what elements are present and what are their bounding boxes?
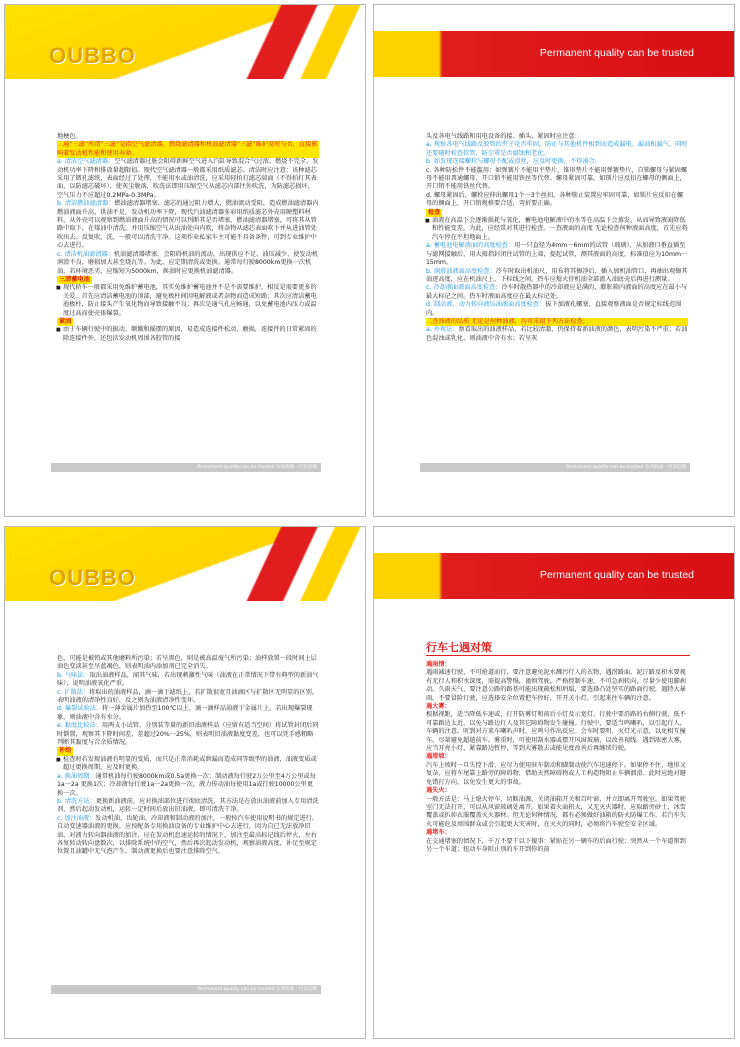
item-text: 冷车时取出机油尺，用布将其擦净后，插入加机油管口，再抽出观擦其油迹高度，应在机油尺上、下标线之间。热车应熄火待机油全部流入油底壳后再进行测量。 <box>426 267 688 283</box>
item-text: b. 如发现连接螺栓与螺母不配或滑丝，应及时更换，不得凑合。 <box>426 158 601 166</box>
page-footer: Permanent quality can be trusted 东风机油 · 可以信赖 <box>420 463 690 472</box>
page-header <box>5 5 365 79</box>
subsection-title: 遇雨情： <box>426 661 451 668</box>
page-body <box>426 661 688 854</box>
lead-text: 头及各电气线路和用电设备的接、插头，紧固时应注意： <box>426 133 581 140</box>
section-title: 二查油液的品质 无论是何种油液，均可采用下列方法检查。 <box>426 318 688 326</box>
page-footer: Permanent quality can be trusted 东风机油 · 可以信赖 <box>51 985 321 994</box>
paragraph: ■ 现代轿车一般都采用免维护蓄电池，其实免维护蓄电池并不是不需要维护，相反是需要更多的关爱。首先应清洁蓄电池的顶部，避免极柱间因电解液或者杂物而造成短路；其次应清洁蓄电池极柱，防止接头产生氧化物而导致接触不良；再次是通气孔应畅通，以免蓄电池内压力或温度过高而使壳体爆裂。 <box>57 284 319 318</box>
brand-logo: OUBBO <box>49 43 136 68</box>
page-footer: Permanent quality can be trusted 东风机油 · 可以信赖 <box>51 463 321 472</box>
item-text: 机油滤清器堵塞，会阻碍机油的流动，出现供应不足、油压减少，使发动机润滑不良，磨损加大甚至烧瓦等。为此，应定期清洗或更换。通常每行驶8000km更换一次机油，若环境恶劣，应缩短为5000km，换油时应更换机油滤清器。 <box>57 250 319 275</box>
item-label: c. 清洁机油滤清器： <box>57 250 114 258</box>
lead-text: 色，可能是被铅或其他磨料所污染；若呈黑色，则是被高温废气所污染；油样放置一段时间上层油色变淡甚至呈蓝褐色，则表明油内添加剂已完全消失。 <box>57 655 317 671</box>
item-label: d. 爆裂试验法： <box>57 705 102 713</box>
subsection-title: 遇堵车： <box>426 829 451 837</box>
item-text: 更换新油液前，应对换油部位进行彻底清洗，其方法是在放出油液前加入专用清洗剂，然后起动发动机，运转一定时间后放出旧油液，即可清洗干净。 <box>57 797 319 814</box>
item-label: d. 制动液、动力转向液压油液面高度检查： <box>426 301 546 309</box>
lead-text: 地梗色。 <box>57 133 82 140</box>
page-body <box>57 655 319 857</box>
subsection-title: 遇失火： <box>426 787 451 795</box>
item-text: c. 各种防松件不能滥用：如弹簧片不能用平垫片，锥形垫片不能用弹簧垫片，自锁螺母与紧固螺母不能用普通螺母，开口销不能用铁丝等代替。螺母紧固可靠，如锁片应反扣在螺母的侧面上，开口销不能用铁丝代替。 <box>426 166 688 191</box>
paragraph: 在交通堵塞的情况下，千万不要干以下傻事：紧贴在另一辆车的后面行驶；突然从一个车道窜到另一个车道；扭动车身阻止别的车开到你的前 <box>426 837 686 853</box>
item-text: 通常机油每行驶8000km或0.5a更换一次；制动液每行驶2万公里至4万公里或每1a一2a 更换1次；冷却液每行驶1a一2a更换一次，液力传动油每使用1a或行驶10000公里更换一次。 <box>57 772 316 797</box>
item-text: d. 螺母紧固后，螺栓应伸出螺母1个一3个丝扣，各种锁止装置应牢固可靠，如锁片应反扣在螺母的侧面上，开口销规格要合适，弯折要正确。 <box>426 191 684 208</box>
item-label: b. 清洗方法： <box>57 797 96 805</box>
item-text: 冷车时散热器中的冷却液应是满的，膨胀箱内液面的高度应在最小与最大标记之间。热车时液面高度应在最大标记处。 <box>426 284 688 300</box>
item-label: b. 润滑油液面高度检查： <box>426 267 496 275</box>
paragraph: ■ 油液在高温下会逐渐损耗与氧化，蓄电池电解液中的水等在高温下会蒸发。从而导致液面降低和性能变差。为此，应经常对其进行检查。一查液面的高度 无论检查何种液面高度，首先应将汽车停在平坦地面上。 <box>426 217 688 242</box>
page-header <box>374 5 734 79</box>
brand-logo: OUBBO <box>49 565 136 590</box>
page-4 <box>373 526 735 1039</box>
item-text: 察看取出的油液样品，若比较清澈，仍保持着新油液的颜色，表明污染不严重；若油色混浊或乳化，则油液中含有水；若呈灰 <box>426 326 688 342</box>
page-3 <box>4 526 366 1039</box>
page-2 <box>373 4 735 517</box>
subsection-title: 遇大雾： <box>426 703 451 711</box>
item-text: 发动机油、齿轮油、冷却液和制动液的加注，一般按汽车使用说明书的规定进行。自动变速器油液的更换，应按配备专用换油设备的专业维护中心去进行，因为自已无法放净旧油，对液力转向器油液的加注，应在发动机怠速运转的情况下，加注至最高标记线后停火，左右各复转动转向盘数次，以排除系统中的空气，然后再次起动发动机，观察油液高度，补足至规定位置且油罐中无气泡产生，制动液更换后也要注意排除空气。 <box>57 814 319 856</box>
paragraph: 汽车上坡时一旦失控下滑，应尽力使用驻车制动和脚制动使汽车迅速停下。如果停不住，地形又复杂，应将车尾靠上路旁的障碍物，借助天然障碍物或人工构造物阻止车辆溜滑。此时应绝对避免错打方向，以免发生更大的事故。 <box>426 761 686 786</box>
item-label: b. 气味法： <box>57 671 90 679</box>
paragraph: 根据视距，适当降低车速或，打开防雾灯和前后小灯及示宽灯。行驶中要沿路的右侧行驶，低不可靠路边太近，以免与路边行人及其它障碍物发生碰撞。行驶中，要适当鸣喇叭，以引起行人、车辆的注意。听到对方来车喇叭声时，应鸣号作出反应。会车时要明，灭灯光示意，以免相互撞车。尽量避免超越前车。雾重时，可使用刮水器或摆开风窗玻璃，以改善视线。遇到浓密大雾，应当开亮小灯，紧靠路边暂停，等到大雾散去或能见度改善后再继续行驶。 <box>426 711 686 753</box>
subsection-title: 遇滑坡： <box>426 753 451 761</box>
item-label: c. 扩散法： <box>57 688 90 696</box>
item-text: 用两支小试管，分别装等量的新旧油液样品（应留有适当空间）将试管封闭后同时倒置，观察其下降时间差，差超过20%一25%，则表明旧油液黏度变差，也可以凭手感粗略判断其黏度与合余质情况。 <box>57 722 319 747</box>
page-header <box>5 527 365 601</box>
header-tagline: Permanent quality can be trusted <box>539 569 694 581</box>
header-tagline: Permanent quality can be trusted <box>539 47 694 59</box>
header-stripe <box>205 527 366 601</box>
page-1 <box>4 4 366 517</box>
page-body <box>57 133 319 343</box>
item-text: 将一薄金属片加热至100℃以上，滴一滴样品油液于金属片上，若出现爆裂现象，则油液中含有水分。 <box>57 705 313 721</box>
paragraph: 一般方法是：马上熄火停车，切断油源，关闭油箱开关和百叶窗，并立即离开驾驶室。如果驾驶室门无法打开，可以从风窗玻璃处离开。如果着火面积大，又无灭火器时，应取路旁砂土，冰雪覆盖或扒掉衣服覆盖灭火器材。但无论何种情况，都有必须做好油箱的防火防爆工作。若汽车失火可能危及周围群众或会引起更大灾害时，在灭火的同时，必须将汽车驶至安全区域。 <box>426 795 686 828</box>
page-title: 行车七遇对策 <box>426 641 492 654</box>
page-body <box>426 133 688 343</box>
paragraph: ■ 由于车辆行驶中的振动、颠簸和摇摆的原因，易造成连接件松动，磨损，连接件的日常紧固的除连接件外，还包括发动机周围各胶管的接 <box>57 326 319 343</box>
paragraph: 遇雨减速行驶，不可抢道而行，要注意避免泥水溅污行人的衣物，遇涝路面、泥泞路及积水要视有无行人和积水深度，需提高警惕，谨慎驾驶，严格控制车速，不可急刹转向，尽量少使用脚刹动。久雨天气，要注意公路的路基可能出现疏松和坍塌，要选择凸处坚实的路面行驶，遇特大暴雨，不要冒险行驶，应选择安全位置把车停好，开开关小灯，引起来往车辆的注意。 <box>426 669 686 702</box>
item-text: 拔下加液孔螺塞，直接观察液面是否规定标线范围内。 <box>426 301 682 317</box>
item-text: 取出油液样品，闻其气味，若出现刺激性气味（油液在正常情况下带有典型的新油气味），说明油液氧化严重。 <box>57 671 319 688</box>
item-text: 用一只直径为4mm一6mm的试管（玻璃），从加液口垂直插至与滤网接触后，用大拇指封闭住试管的上端，提起试管，测其液面的高度，标准值应为10mm一15mm。 <box>426 242 688 267</box>
item-text: a. 观察各电气线路及胶管的夹子是否牢固，防止与其他机件相到而造成漏电、漏油和漏气，同时还要随时检查软管、防尘罩是否腐蚀和老化。 <box>426 141 688 157</box>
item-text: 将取出的油液样品，滴一滴于滤纸上，若扩散很宽且油滴区与扩散区无明显的区别，表明油液的清净性良好，反之则为油液清净性变坏。 <box>57 688 319 705</box>
page-header <box>374 527 734 601</box>
item-text: 空气滤清器过脏会阻碍新鲜空气进入汽缸导致混合气过浓、燃烧不完全、发动机功率下降和排放量超限值。现代空气滤清器一般都采用纸质滤芯。清洁时应注意：该种滤芯采用了微孔滤纸，表面经过了处理，不能用水或油清洗，应采用轻拍打滤芯端面（不得拍打其表面，以防滤芯破坏），使灰尘脱落，吹洗法即用压缩空气从滤芯内部往外吹洗，为防滤芯损坏，空气压力不应超过0.2MPa-0.3MPa。 <box>57 158 319 199</box>
item-text: 燃油滤清器堵塞，滤芯的通过阻力增大，燃油流动受阻，造成燃油滤清器内燃油液面升高，供油不足，发动机功率下降，现代汽油滤清器多彩用纸质滤芯外壳用硬塑料材料，从外壳可以观察到燃油液面升高的情况可以判断其是否堵塞，燃油滤清器堵塞，可将其从管路中取下，在煤油中清洗，并用压缩空气从出油处向内吹，将杂物从滤芯表面吹下并从进油管处吹出去。反复吹、洗，一般可以清洗干净。这项作业私家车主可能不具备条件，可到专业维护中心去进行。 <box>57 200 319 250</box>
item-label: c. 加注油液： <box>57 814 96 822</box>
item-label: c. 冷却液面液面高度检查： <box>426 284 502 292</box>
section-title: 紧固 <box>59 317 72 325</box>
item-label: e. 黏度比较法： <box>57 722 102 730</box>
paragraph: ■ 检查时若发现油液有明显的变质，而只是正常消耗或泄漏而造成同等级型的油液，油液变质或超过更换周期，应及时更换。 <box>57 756 319 773</box>
item-label: a. 清洁空气滤清器： <box>57 158 115 166</box>
item-label: b. 清洁燃油滤清器： <box>57 200 115 208</box>
header-stripe <box>205 5 366 79</box>
item-label: a. 蓄电池电解液面的高度检查： <box>426 242 515 250</box>
section-title: 三清蓄电池 <box>59 275 90 283</box>
item-label: a. 外观法： <box>426 326 459 334</box>
section-title: 二通“三滤”所谓“三滤”是指空气滤清器、燃烧滤清器和机油滤清器“三滤”维护及时与否，直接影响着发动机性能和使用寿命。 <box>57 141 318 157</box>
item-label: a. 换油周期： <box>57 772 96 780</box>
section-title: 检查 <box>428 208 441 216</box>
section-title: 补给 <box>59 747 72 755</box>
title-divider <box>426 655 690 656</box>
